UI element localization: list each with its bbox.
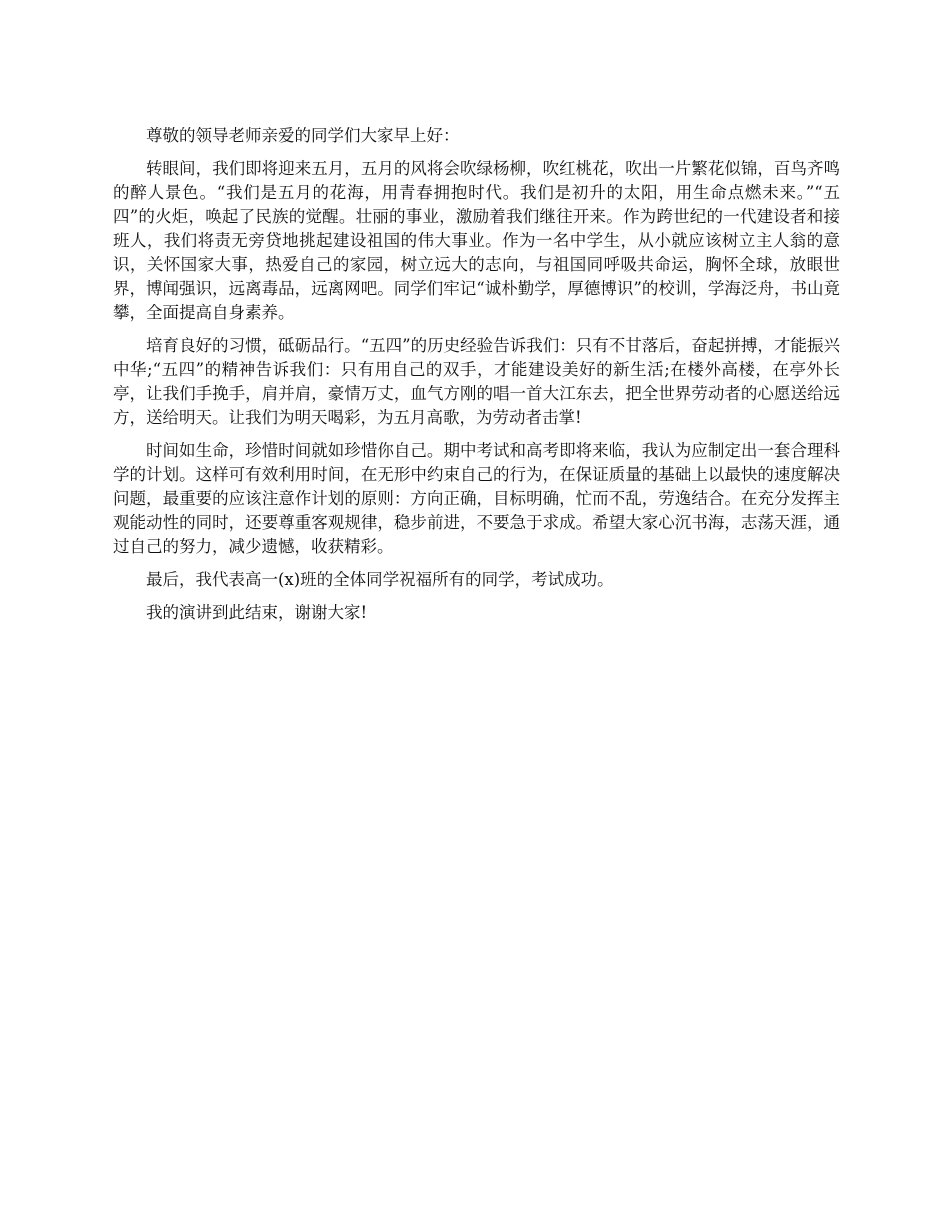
body-paragraph: 最后，我代表高一(x)班的全体同学祝福所有的同学，考试成功。 [146, 570, 614, 589]
salutation-paragraph: 尊敬的领导老师亲爱的同学们大家早上好： [146, 126, 460, 145]
body-paragraph: 时间如生命，珍惜时间就如珍惜你自己。期中考试和高考即将来临，我认为应制定出一套合理科学的计划。这样可有效利用时间，在无形中约束自己的行为，在保证质量的基础上以最快的速度解决问题，最重要的应该注意作计划的原则：方向正确，目标明确，忙而不乱，劳逸结合。在充分发挥主观能动性的同时，还要尊重客观规律，稳步前进，不要急于求成。希望大家心沉书海，志荡天涯，通过自己的努力，减少遗憾，收获精彩。 [113, 441, 840, 556]
closing-paragraph: 我的演讲到此结束，谢谢大家! [146, 603, 368, 622]
body-paragraph: 培育良好的习惯，砥砺品行。“五四”的历史经验告诉我们：只有不甘落后，奋起拼搏，才能振兴中华;“五四”的精神告诉我们：只有用自己的双手，才能建设美好的新生活;在楼外高楼，在亭外长亭，让我们手挽手，肩并肩，豪情万丈，血气方刚的唱一首大江东去，把全世界劳动者的心愿送给远方，送给明天。让我们为明天喝彩，为五月高歌，为劳动者击掌! [113, 336, 840, 427]
document-body [113, 124, 840, 634]
body-paragraph: 转眼间，我们即将迎来五月，五月的风将会吹绿杨柳，吹红桃花，吹出一片繁花似锦，百鸟齐鸣的醉人景色。“我们是五月的花海，用青春拥抱时代。我们是初升的太阳，用生命点燃未来。”“五四”的火炬，唤起了民族的觉醒。壮丽的事业，激励着我们继往开来。作为跨世纪的一代建设者和接班人，我们将责无旁贷地挑起建设祖国的伟大事业。作为一名中学生，从小就应该树立主人翁的意识，关怀国家大事，热爱自己的家园，树立远大的志向，与祖国同呼吸共命运，胸怀全球，放眼世界，博闻强识，远离毒品，远离网吧。同学们牢记“诚朴勤学，厚德博识”的校训，学海泛舟，书山竟攀，全面提高自身素养。 [113, 159, 840, 322]
